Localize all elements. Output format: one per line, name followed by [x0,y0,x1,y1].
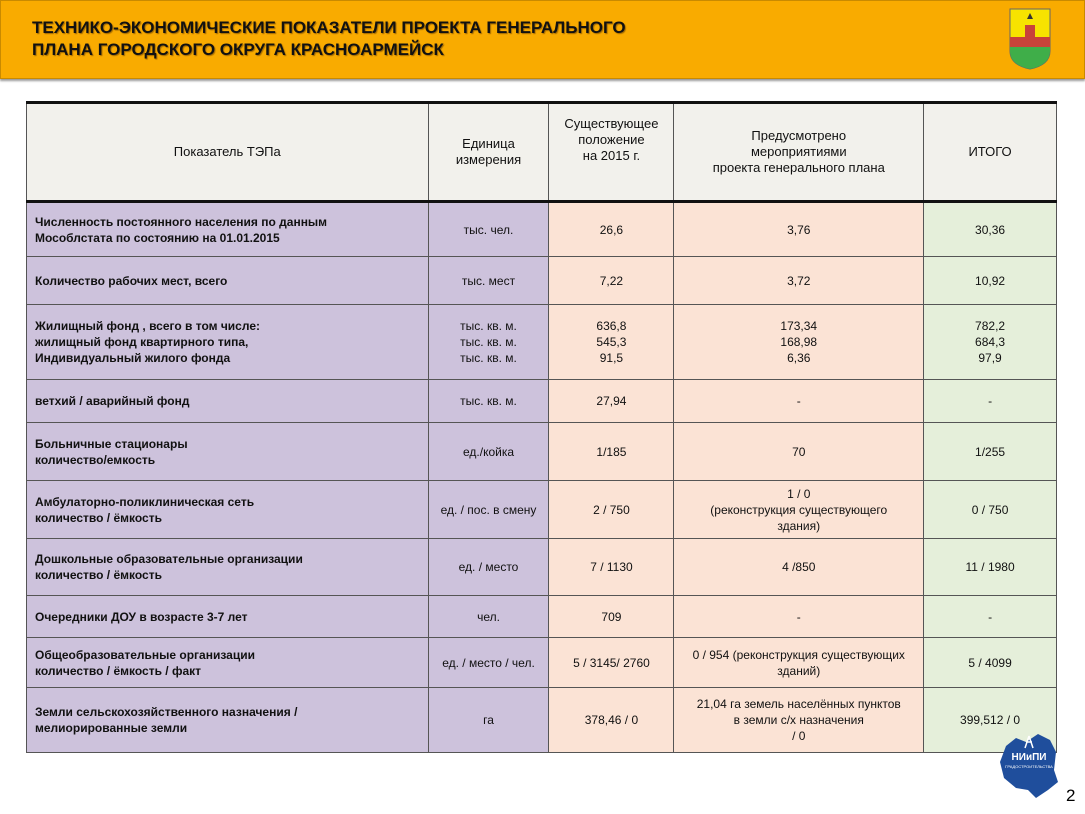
existing-cell [549,596,674,638]
existing-cell [549,380,674,423]
cell-text: 399,512 / 0 [960,713,1021,727]
cell-text: 0 / 954 (реконструкция существующих [692,647,905,662]
cell-text: Очередники ДОУ в возрасте 3-7 лет [35,609,248,624]
cell-text: чел. [477,609,500,624]
unit-cell [428,596,549,638]
table-row [27,638,1057,688]
planned-cell [674,596,924,638]
logo-text: НИиПИ [1011,752,1047,763]
cell-text: количество/емкость [35,452,156,467]
cell-text: количество / ёмкость [35,510,162,525]
existing-cell [549,423,674,481]
tep-table [26,101,1057,753]
total-cell [924,423,1057,481]
cell-text: 4 /850 [782,560,816,574]
total-cell [924,596,1057,638]
cell-text: Дошкольные образовательные организации [35,552,303,566]
table-header-row [27,103,1057,202]
planned-cell [674,305,924,380]
cell-text: - [796,394,801,408]
existing-cell [549,257,674,305]
cell-text: 545,3 [596,335,627,349]
cell-text: Жилищный фонд , всего в том числе: [35,319,260,333]
cell-text: 70 [792,444,806,459]
cell-text: тыс. чел. [463,222,514,237]
planned-cell [674,257,924,305]
title-line-2: ПЛАНА ГОРОДСКОГО ОКРУГА КРАСНОАРМЕЙСК [32,40,444,59]
cell-text: 1/255 [975,444,1006,459]
header-text: измерения [455,152,522,167]
planned-cell [674,539,924,596]
cell-text: 709 [601,609,622,624]
planned-cell [674,380,924,423]
cell-text: - [796,609,801,624]
cell-text: Численность постоянного населения по данным [35,214,328,229]
cell-text: 21,04 га земель населённых пунктов [696,697,901,711]
cell-text: тыс. кв. м. [460,351,517,365]
existing-cell [549,481,674,539]
cell-text: ед. / место / чел. [442,655,535,670]
unit-cell [428,380,549,423]
planned-cell [674,688,924,753]
cell-text: (реконструкция существующего [710,502,888,517]
header-existing [549,103,674,202]
cell-text: 30,36 [975,222,1006,237]
page-number: 2 [1066,786,1076,805]
table-row [27,596,1057,638]
title-bar [0,0,1085,79]
cell-text: 3,76 [787,222,811,237]
table-row [27,202,1057,257]
cell-text: 1 / 0 [787,486,811,501]
header-text: Существующее [564,116,659,131]
indicator-cell [27,202,429,257]
total-cell [924,380,1057,423]
header-text: мероприятиями [750,144,847,159]
cell-text: 7,22 [599,273,624,288]
cell-text: 1/185 [596,444,627,459]
cell-text: 3,72 [787,273,811,288]
planned-cell [674,423,924,481]
indicator-cell [27,688,429,753]
cell-text: 10,92 [975,273,1006,288]
existing-cell [549,202,674,257]
total-cell [924,257,1057,305]
table-row [27,380,1057,423]
cell-text: ед. / место [458,560,519,574]
total-cell [924,638,1057,688]
header-unit [428,103,549,202]
cell-text: 7 / 1130 [590,560,633,574]
table-row [27,688,1057,753]
indicator-cell [27,423,429,481]
cell-text: мелиорированные земли [35,721,188,735]
cell-text: зданий) [777,663,821,678]
table-row [27,481,1057,539]
cell-text: Количество рабочих мест, всего [35,273,228,288]
header-text: положение [578,132,645,147]
cell-text: 97,9 [978,351,1002,365]
total-cell [924,202,1057,257]
cell-text: 6,36 [787,351,811,365]
cell-text: тыс. кв. м. [460,394,517,408]
logo-subtext: ГРАДОСТРОИТЕЛЬСТВА [1005,764,1053,769]
unit-cell [428,539,549,596]
cell-text: тыс. кв. м. [460,335,517,349]
header-planned [674,103,924,202]
total-cell [924,539,1057,596]
cell-text: Земли сельскохозяйственного назначения / [35,705,298,719]
cell-text: количество / ёмкость / факт [35,663,202,678]
indicator-cell [27,305,429,380]
unit-cell [428,688,549,753]
cell-text: 26,6 [599,222,624,237]
cell-text: Общеобразовательные организации [35,647,255,662]
existing-cell [549,638,674,688]
indicator-cell [27,380,429,423]
cell-text: / 0 [792,729,806,743]
cell-text: 5 / 4099 [968,655,1012,670]
cell-text: 91,5 [599,351,624,365]
cell-text: тыс. кв. м. [460,319,517,333]
niipi-logo [998,726,1060,798]
planned-cell [674,638,924,688]
header-indicator: Показатель ТЭПа [27,103,429,202]
cell-text: 5 / 3145/ 2760 [573,655,650,670]
cell-text: Больничные стационары [35,436,188,451]
title-line-1: ТЕХНИКО-ЭКОНОМИЧЕСКИЕ ПОКАЗАТЕЛИ ПРОЕКТА ГЕНЕРАЛЬНОГО [32,18,626,37]
existing-cell [549,305,674,380]
cell-text: Мособлстата по состоянию на 01.01.2015 [35,230,280,245]
total-cell [924,305,1057,380]
existing-cell [549,539,674,596]
unit-cell [428,423,549,481]
cell-text: 168,98 [780,335,818,349]
coat-of-arms-icon [1008,7,1052,71]
cell-text: в земли с/х назначения [733,713,864,727]
total-cell [924,481,1057,539]
indicator-cell [27,257,429,305]
unit-cell [428,481,549,539]
header-text: Единица [462,136,515,151]
cell-text: 636,8 [596,319,627,333]
table-row [27,257,1057,305]
planned-cell [674,481,924,539]
table-row [27,305,1057,380]
table-row [27,423,1057,481]
cell-text: 2 / 750 [593,502,630,517]
cell-text: 11 / 1980 [965,560,1015,574]
cell-text: 27,94 [596,394,627,408]
indicator-cell [27,481,429,539]
indicator-cell [27,596,429,638]
header-text: проекта генерального плана [712,160,885,175]
unit-cell [428,202,549,257]
cell-text: тыс. мест [461,273,516,288]
header-text: на 2015 г. [582,148,641,163]
cell-text: ед./койка [462,444,515,459]
header-total: ИТОГО [924,103,1057,202]
cell-text: - [988,394,993,408]
page-title [32,17,626,61]
cell-text: га [483,713,494,727]
indicator-cell [27,638,429,688]
cell-text: количество / ёмкость [35,568,162,582]
existing-cell [549,688,674,753]
planned-cell [674,202,924,257]
cell-text: жилищный фонд квартирного типа, [35,335,249,349]
cell-text: 378,46 / 0 [584,713,639,727]
table-row [27,539,1057,596]
header-text: Предусмотрено [751,128,847,143]
cell-text: - [988,609,993,624]
cell-text: Амбулаторно-поликлиническая сеть [35,494,255,509]
cell-text: 782,2 [975,319,1006,333]
unit-cell [428,638,549,688]
cell-text: здания) [777,518,821,533]
cell-text: ед. / пос. в смену [440,502,537,517]
unit-cell [428,305,549,380]
cell-text: 173,34 [780,319,818,333]
cell-text: 0 / 750 [971,502,1009,517]
cell-text: 684,3 [975,335,1006,349]
unit-cell [428,257,549,305]
indicator-cell [27,539,429,596]
cell-text: Индивидуальный жилого фонда [35,351,231,365]
cell-text: ветхий / аварийный фонд [35,394,190,408]
